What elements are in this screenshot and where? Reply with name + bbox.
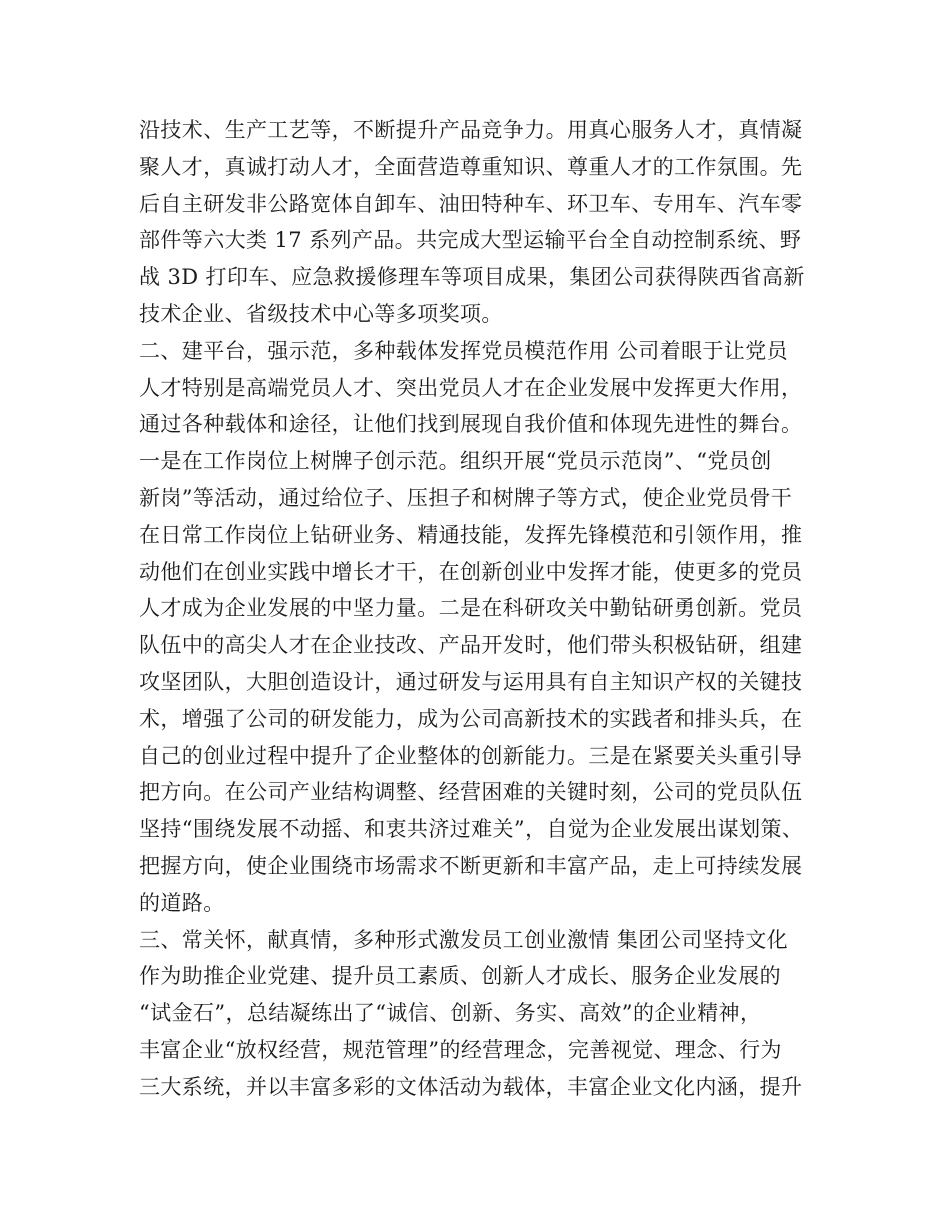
section-heading-line: 三、常关怀，献真情，多种形式激发员工创业激情 集团公司坚持文化 bbox=[139, 927, 789, 952]
text-line: 攻坚团队，大胆创造设计，通过研发与运用具有自主知识产权的关键技 bbox=[139, 669, 803, 694]
text-line: 丰富企业“放权经营，规范管理”的经营理念，完善视觉、理念、行为 bbox=[139, 1037, 782, 1062]
text-line: 技术企业、省级技术中心等多项奖项。 bbox=[139, 301, 503, 326]
text-line: 把握方向，使企业围绕市场需求不断更新和丰富产品，走上可持续发展 bbox=[139, 853, 803, 878]
text-line: 聚人才，真诚打动人才，全面营造尊重知识、尊重人才的工作氛围。先 bbox=[139, 154, 803, 179]
text-line: 作为助推企业党建、提升员工素质、创新人才成长、服务企业发展的 bbox=[139, 964, 781, 989]
section-heading-line: 二、建平台，强示范，多种载体发挥党员模范作用 公司着眼于让党员 bbox=[139, 338, 789, 363]
text-line: 在日常工作岗位上钻研业务、精通技能，发挥先锋模范和引领作用，推 bbox=[139, 522, 803, 547]
text-line: 通过各种载体和途径，让他们找到展现自我价值和体现先进性的舞台。 bbox=[139, 412, 803, 437]
text-line: 人才特别是高端党员人才、突出党员人才在企业发展中发挥更大作用， bbox=[139, 375, 803, 400]
text-line: “试金石”，总结凝练出了“诚信、创新、务实、高效”的企业精神， bbox=[139, 1001, 762, 1026]
text-line: 新岗”等活动，通过给位子、压担子和树牌子等方式，使企业党员骨干 bbox=[139, 485, 793, 510]
text-line: 队伍中的高尖人才在企业技改、产品开发时，他们带头积极钻研，组建 bbox=[139, 633, 803, 658]
text-line: 战 3D 打印车、应急救援修理车等项目成果，集团公司获得陕西省高新 bbox=[139, 265, 805, 290]
text-line: 自己的创业过程中提升了企业整体的创新能力。三是在紧要关头重引导 bbox=[139, 743, 803, 768]
text-line: 后自主研发非公路宽体自卸车、油田特种车、环卫车、专用车、汽车零 bbox=[139, 191, 803, 216]
text-line: 的道路。 bbox=[139, 890, 225, 915]
text-line: 动他们在创业实践中增长才干，在创新创业中发挥才能，使更多的党员 bbox=[139, 559, 803, 584]
text-line: 术，增强了公司的研发能力，成为公司高新技术的实践者和排头兵，在 bbox=[139, 706, 803, 731]
text-line: 三大系统，并以丰富多彩的文体活动为载体，丰富企业文化内涵，提升 bbox=[139, 1074, 803, 1099]
text-line: 部件等六大类 17 系列产品。共完成大型运输平台全自动控制系统、野 bbox=[139, 228, 802, 253]
body-text bbox=[139, 112, 839, 1106]
text-line: 一是在工作岗位上树牌子创示范。组织开展“党员示范岗”、“党员创 bbox=[139, 449, 772, 474]
text-line: 坚持“围绕发展不动摇、和衷共济过难关”，自觉为企业发展出谋划策、 bbox=[139, 817, 804, 842]
text-line: 把方向。在公司产业结构调整、经营困难的关键时刻，公司的党员队伍 bbox=[139, 780, 803, 805]
text-line: 人才成为企业发展的中坚力量。二是在科研攻关中勤钻研勇创新。党员 bbox=[139, 596, 803, 621]
text-line: 沿技术、生产工艺等，不断提升产品竞争力。用真心服务人才，真情凝 bbox=[139, 118, 803, 142]
